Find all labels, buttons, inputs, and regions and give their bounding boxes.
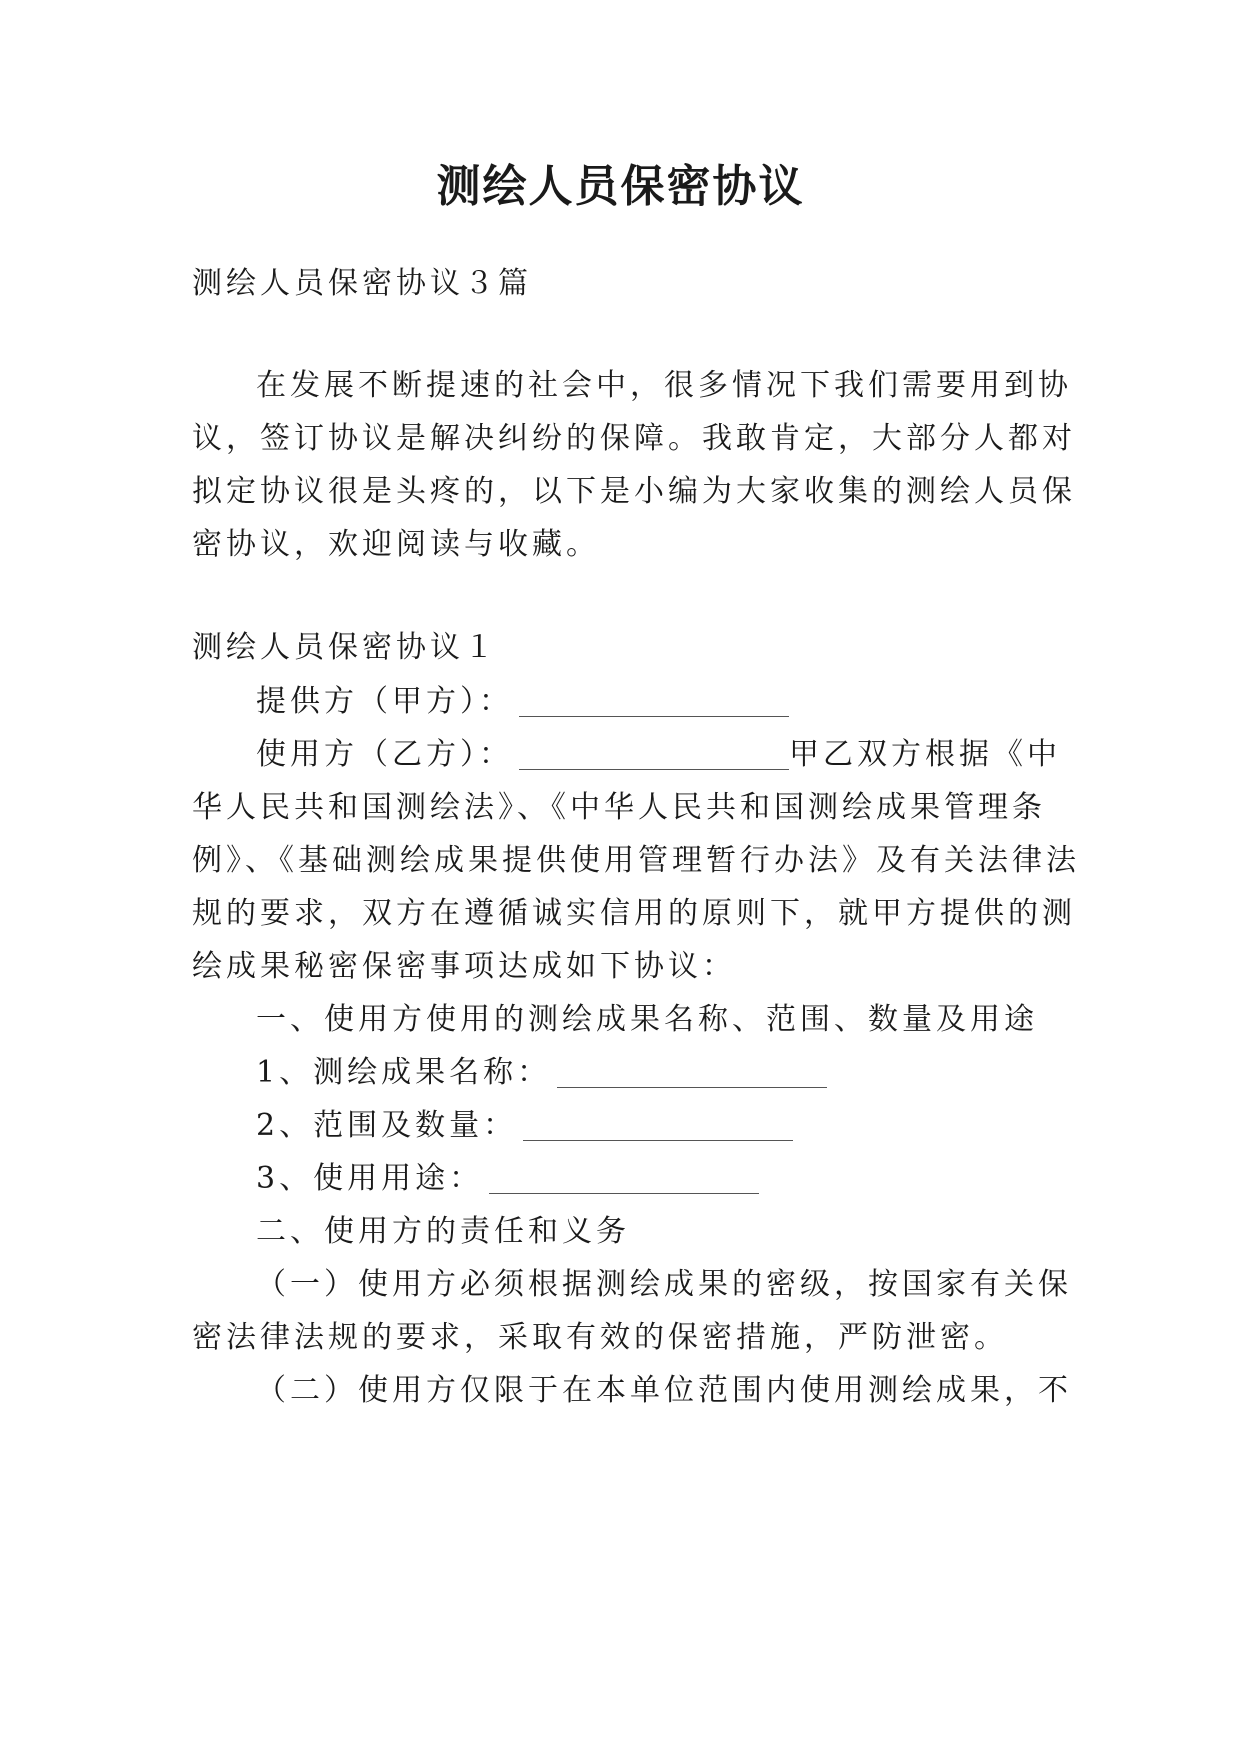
intro-line-1: 在发展不断提速的社会中，很多情况下我们需要用到协 [256, 368, 1072, 403]
item1-label: 1、测绘成果名称： [256, 1055, 552, 1090]
item3-blank [489, 1163, 759, 1194]
document-title: 测绘人员保密协议 [436, 161, 805, 212]
user-tail: 甲乙双方根据《中 [789, 737, 1061, 772]
document-subtitle: 测绘人员保密协议３篇 [192, 266, 532, 301]
intro-line-3: 拟定协议很是头疼的，以下是小编为大家收集的测绘人员保 [192, 474, 1076, 509]
basis-line-4: 绘成果秘密保密事项达成如下协议： [192, 949, 736, 984]
user-blank [519, 739, 789, 770]
user-label: 使用方（乙方）： [256, 737, 513, 772]
item2-label: 2、范围及数量： [256, 1108, 518, 1143]
user-line [256, 733, 1061, 777]
clause2-heading: 二、使用方的责任和义务 [256, 1214, 630, 1249]
sub2-line-1: （二）使用方仅限于在本单位范围内使用测绘成果，不 [256, 1373, 1072, 1408]
provider-line [256, 680, 1052, 724]
item1-blank [557, 1057, 827, 1088]
clause1-heading: 一、使用方使用的测绘成果名称、范围、数量及用途 [256, 1002, 1038, 1037]
item1-line [256, 1051, 1052, 1095]
basis-line-2: 例》、《基础测绘成果提供使用管理暂行办法》及有关法律法 [192, 843, 1080, 878]
item3-line [256, 1157, 1052, 1201]
intro-line-2: 议，签订协议是解决纠纷的保障。我敢肯定，大部分人都对 [192, 421, 1076, 456]
intro-line-4: 密协议，欢迎阅读与收藏。 [192, 527, 600, 562]
provider-label: 提供方（甲方）： [256, 684, 513, 719]
basis-line-3: 规的要求，双方在遵循诚实信用的原则下，就甲方提供的测 [192, 896, 1076, 931]
basis-line-1: 华人民共和国测绘法》、《中华人民共和国测绘成果管理条 [192, 790, 1046, 825]
item3-label: 3、使用用途： [256, 1161, 484, 1196]
sub1-line-1: （一）使用方必须根据测绘成果的密级，按国家有关保 [256, 1267, 1072, 1302]
sub1-line-2: 密法律法规的要求，采取有效的保密措施，严防泄密。 [192, 1320, 1008, 1355]
provider-blank [519, 686, 789, 717]
item2-blank [523, 1110, 793, 1141]
section-heading: 测绘人员保密协议１ [192, 630, 498, 665]
item2-line [256, 1104, 1052, 1148]
